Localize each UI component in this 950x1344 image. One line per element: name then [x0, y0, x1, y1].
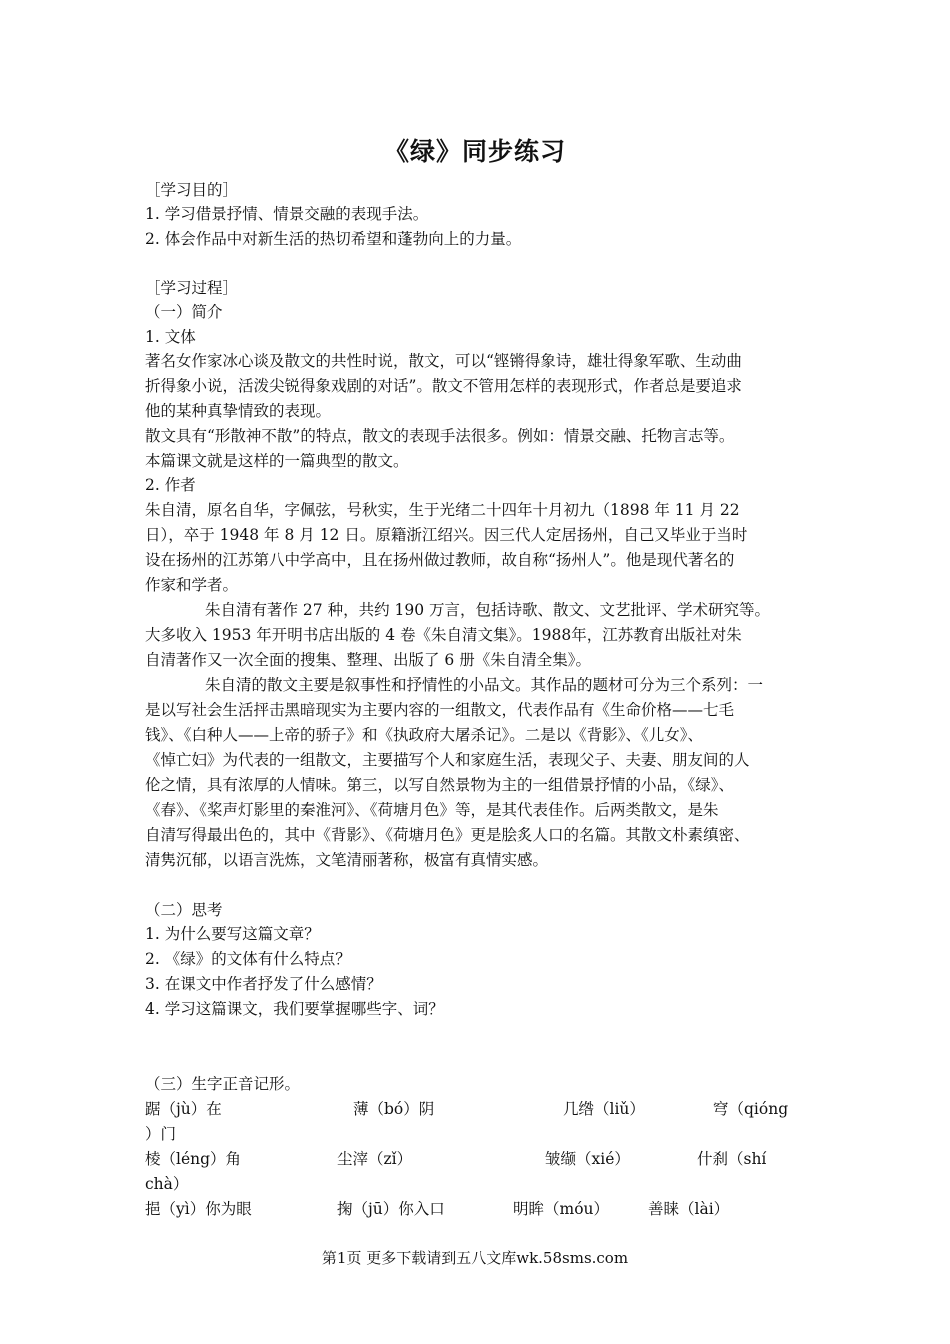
works-line: 大多收入 1953 年开明书店出版的 4 卷《朱自清文集》。1988年，江苏教育出版社对朱 — [145, 626, 742, 644]
char-entry: 薄（bó）阴 — [353, 1100, 435, 1118]
prose-line: 《悼亡妇》为代表的一组散文，主要描写个人和家庭生活，表现父子、夫妻、朋友间的人 — [145, 751, 750, 769]
author-line: 朱自清，原名自华，字佩弦，号秋实，生于光绪二十四年十月初九（1898 年 11 月 22 — [145, 501, 740, 519]
genre-line: 折得象小说，活泼尖锐得象戏剧的对话”。散文不管用怎样的表现形式，作者总是要追求 — [145, 377, 742, 395]
author-line: 设在扬州的江苏第八中学高中，且在扬州做过教师，故自称“扬州人”。他是现代著名的 — [145, 551, 735, 569]
page-footer: 第1页 更多下载请到五八文库wk.58sms.com — [321, 1249, 629, 1267]
think-item: 3. 在课文中作者抒发了什么感情？ — [145, 975, 382, 993]
genre-line: 他的某种真挚情致的表现。 — [145, 402, 332, 420]
process-heading: ［学习过程］ — [145, 279, 239, 297]
char-entry: 掬（jū）你入口 — [337, 1200, 445, 1218]
goals-heading: ［学习目的］ — [145, 181, 239, 199]
prose-line: 钱》、《白种人——上帝的骄子》和《执政府大屠杀记》。二是以《背影》、《儿女》、 — [145, 726, 704, 744]
char-entry: 穹（qióng — [713, 1100, 789, 1118]
chars-row — [145, 1147, 825, 1171]
think-item: 1. 为什么要写这篇文章？ — [145, 925, 320, 943]
char-entry: 挹（yì）你为眼 — [145, 1200, 252, 1218]
goal-item: 2. 体会作品中对新生活的热切希望和蓬勃向上的力量。 — [145, 230, 522, 248]
page-title: 《绿》同步练习 — [383, 137, 566, 166]
char-entry: 善睐（lài） — [648, 1200, 730, 1218]
char-entry: 什刹（shí — [697, 1150, 767, 1168]
prose-line: 清隽沉郁，以语言洗炼，文笔清丽著称，极富有真情实感。 — [145, 851, 549, 869]
char-entry: 明眸（móu） — [513, 1200, 610, 1218]
works-line: 自清著作又一次全面的搜集、整理、出版了 6 册《朱自清全集》。 — [145, 651, 591, 669]
char-entry-wrap: chà） — [145, 1175, 189, 1193]
genre-line: 本篇课文就是这样的一篇典型的散文。 — [145, 452, 409, 470]
intro-heading: （一）简介 — [145, 303, 223, 321]
prose-line: 是以写社会生活抨击黑暗现实为主要内容的一组散文，代表作品有《生命价格——七毛 — [145, 701, 735, 719]
prose-line: 《春》、《桨声灯影里的秦淮河》、《荷塘月色》等，是其代表佳作。后两类散文，是朱 — [145, 801, 719, 819]
works-line: 朱自清有著作 27 种，共约 190 万言，包括诗歌、散文、文艺批评、学术研究等。 — [205, 601, 771, 619]
char-entry: 踞（jù）在 — [145, 1100, 222, 1118]
prose-line: 朱自清的散文主要是叙事性和抒情性的小品文。其作品的题材可分为三个系列：一 — [205, 676, 764, 694]
think-heading: （二）思考 — [145, 901, 223, 919]
chars-row — [145, 1197, 825, 1221]
think-item: 4. 学习这篇课文，我们要掌握哪些字、词？ — [145, 1000, 444, 1018]
char-entry: 皱缬（xié） — [545, 1150, 630, 1168]
char-entry: 尘滓（zǐ） — [337, 1150, 413, 1168]
genre-line: 著名女作家冰心谈及散文的共性时说，散文，可以“铿锵得象诗，雄壮得象军歌、生动曲 — [145, 352, 742, 370]
author-line: 作家和学者。 — [145, 576, 239, 594]
char-entry-wrap: ）门 — [145, 1125, 177, 1143]
genre-line: 散文具有“形散神不散”的特点，散文的表现手法很多。例如：情景交融、托物言志等。 — [145, 427, 735, 445]
chars-heading: （三）生字正音记形。 — [145, 1075, 301, 1093]
char-entry: 棱（léng）角 — [145, 1150, 242, 1168]
chars-row — [145, 1097, 825, 1121]
think-item: 2. 《绿》的文体有什么特点？ — [145, 950, 351, 968]
prose-line: 伦之情，具有浓厚的人情味。第三，以写自然景物为主的一组借景抒情的小品，《绿》、 — [145, 776, 735, 794]
prose-line: 自清写得最出色的，其中《背影》、《荷塘月色》更是脍炙人口的名篇。其散文朴素缜密、 — [145, 826, 750, 844]
char-entry: 几绺（liǔ） — [563, 1100, 645, 1118]
genre-heading: 1. 文体 — [145, 328, 196, 346]
author-heading: 2. 作者 — [145, 476, 196, 494]
goal-item: 1. 学习借景抒情、情景交融的表现手法。 — [145, 205, 429, 223]
author-line: 日），卒于 1948 年 8 月 12 日。原籍浙江绍兴。因三代人定居扬州，自己又毕业于当时 — [145, 526, 748, 544]
